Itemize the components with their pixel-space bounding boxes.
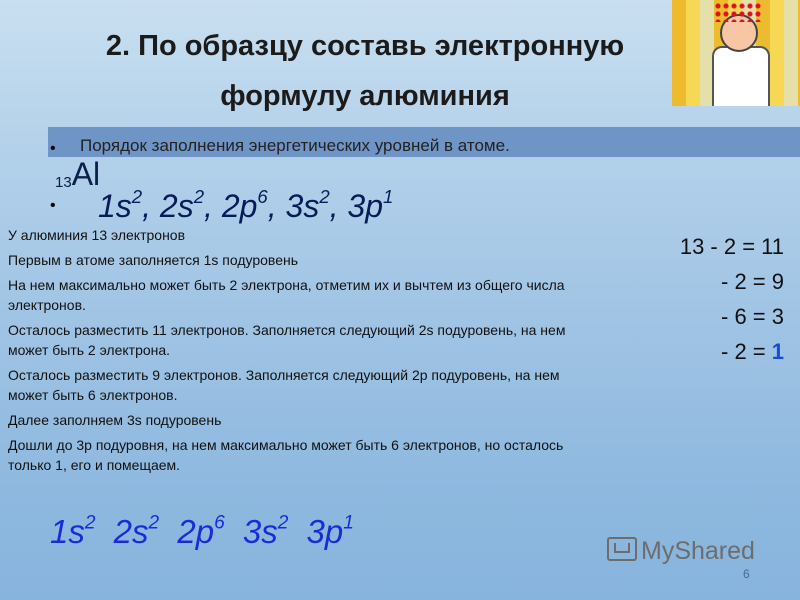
step-text: На нем максимально может быть 2 электрона, отметим их и вычтем из общего числа электронов. xyxy=(8,277,565,313)
subtraction-column xyxy=(680,229,784,369)
exp-3s: 2 xyxy=(319,186,330,208)
calc-row-2-result: 9 xyxy=(771,269,784,294)
slide-title-line2: формулу алюминия xyxy=(220,80,510,112)
myshared-logo[interactable] xyxy=(607,537,755,566)
bullet-1: • xyxy=(50,140,56,157)
calc-row-3: - 6 = 3 xyxy=(721,304,784,329)
atomic-number: 13 xyxy=(55,174,72,191)
exp-2s: 2 xyxy=(193,186,205,208)
exp-3s: 2 xyxy=(277,512,289,534)
myshared-screen-icon xyxy=(607,537,637,561)
calc-row-4-result: 1 xyxy=(771,339,784,364)
step-text: Осталось разместить 11 электронов. Заполняется следующий 2s подуровень, на нем может быть 2 электрона. xyxy=(8,322,566,358)
slide-title-line1: 2. По образцу составь электронную xyxy=(105,30,625,62)
term-1s: 1s xyxy=(50,513,85,550)
calc-row-4 xyxy=(680,334,784,369)
sep: , xyxy=(267,188,286,224)
element-symbol xyxy=(55,156,100,193)
sep: , xyxy=(142,188,160,224)
term-2p: 2p xyxy=(221,188,258,224)
step-text: Первым в атоме заполняется 1s подуровень xyxy=(8,252,299,268)
term-3s: 3s xyxy=(285,188,320,224)
electron-formula-bottom xyxy=(50,513,354,551)
sep: , xyxy=(204,188,222,224)
exp-2p: 6 xyxy=(214,512,225,534)
term-2s: 2s xyxy=(113,513,149,550)
element-letters: Al xyxy=(71,156,101,192)
calc-row-2-expr: - 2 = xyxy=(721,269,772,294)
band-text: Порядок заполнения энергетических уровней в атоме. xyxy=(80,136,510,155)
bullet-2: • xyxy=(50,197,56,214)
term-3p: 3p xyxy=(306,513,344,550)
exp-1s: 2 xyxy=(84,512,96,534)
term-2s: 2s xyxy=(159,188,194,224)
calc-row-2 xyxy=(680,264,784,299)
exp-2p: 6 xyxy=(257,186,268,208)
page-number: 6 xyxy=(743,567,750,581)
calc-row-1: 13 - 2 = 11 xyxy=(679,234,784,259)
step-text: Осталось разместить 9 электронов. Заполняется следующий 2p подуровень, на нем может быть 6 электронов. xyxy=(8,367,560,403)
exp-3p: 1 xyxy=(343,512,354,534)
term-3s: 3s xyxy=(242,513,278,550)
term-3p: 3p xyxy=(347,188,384,224)
scientist-hair xyxy=(714,2,762,22)
exp-2s: 2 xyxy=(148,512,160,534)
step-text: У алюминия 13 электронов xyxy=(8,227,186,243)
exp-1s: 2 xyxy=(131,186,143,208)
logo-text: MyShared xyxy=(641,537,755,565)
term-2p: 2p xyxy=(177,513,215,550)
exp-3p: 1 xyxy=(383,186,394,208)
step-text: Дошли до 3p подуровня, на нем максимально может быть 6 электронов, но осталось только 1, его и помещаем. xyxy=(8,437,564,473)
calc-row-4-expr: - 2 = xyxy=(721,339,772,364)
explanation-steps xyxy=(8,225,568,480)
sep: , xyxy=(329,188,348,224)
scientist-illustration xyxy=(672,0,800,106)
scientist-coat xyxy=(712,46,770,106)
term-1s: 1s xyxy=(98,188,132,224)
step-text: Далее заполняем 3s подуровень xyxy=(8,412,222,428)
electron-formula xyxy=(98,188,393,225)
